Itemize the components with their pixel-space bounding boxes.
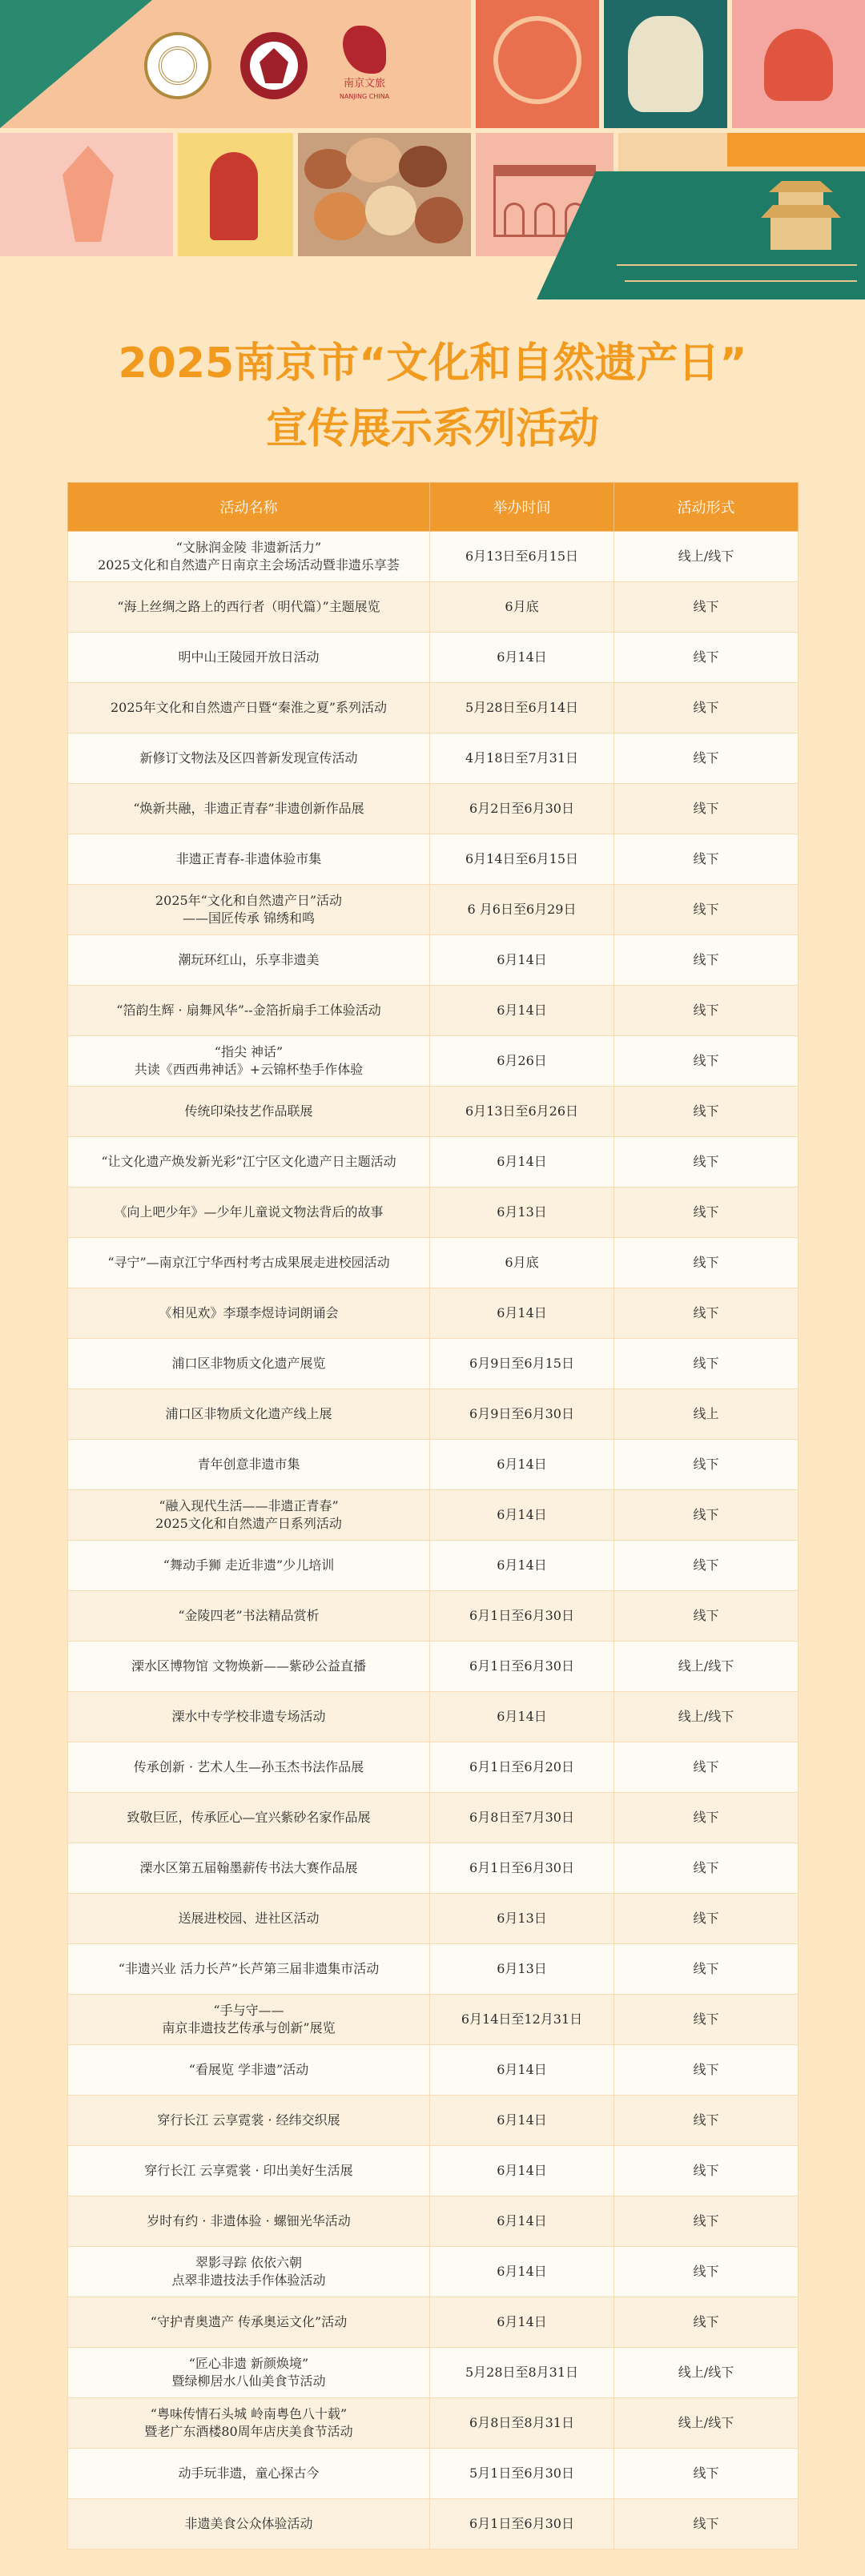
activity-name-cell: 穿行长江 云享霓裳 · 印出美好生活展 (68, 2146, 430, 2196)
date-cell: 6月13日 (430, 1944, 614, 1995)
activity-name-cell: “箔韵生辉 · 扇舞风华”--金箔折扇手工体验活动 (68, 986, 430, 1036)
format-cell: 线上 (614, 1389, 799, 1440)
format-cell: 线下 (614, 1288, 799, 1339)
activity-name-cell: 传统印染技艺作品联展 (68, 1087, 430, 1137)
table-row (68, 1793, 799, 1843)
table-row (68, 2247, 799, 2297)
format-cell: 线下 (614, 1490, 799, 1541)
activity-name-cell: 动手玩非遗，童心探古今 (68, 2449, 430, 2499)
table-row (68, 532, 799, 582)
nanjing-tourism-logo-text: 南京文旅 (343, 78, 385, 90)
activity-table (67, 482, 799, 2550)
date-cell: 6月14日 (430, 1692, 614, 1742)
activity-name-cell: 岁时有约 · 非遗体验 · 螺钿光华活动 (68, 2196, 430, 2247)
format-cell: 线上/线下 (614, 532, 799, 582)
date-cell: 6 月6日至6月29日 (430, 885, 614, 935)
table-row (68, 2297, 799, 2348)
heritage-logo-icon (144, 32, 211, 99)
activity-name-cell: “非遗兴业 活力长芦”长芦第三届非遗集市活动 (68, 1944, 430, 1995)
table-row (68, 733, 799, 784)
date-cell: 6月14日 (430, 2146, 614, 2196)
table-row (68, 1087, 799, 1137)
format-cell: 线下 (614, 1742, 799, 1793)
table-row (68, 1490, 799, 1541)
table-row (68, 1288, 799, 1339)
activity-name-cell: 送展进校园、进社区活动 (68, 1894, 430, 1944)
date-cell: 6月8日至8月31日 (430, 2398, 614, 2449)
format-cell: 线下 (614, 1541, 799, 1591)
date-cell: 6月8日至7月30日 (430, 1793, 614, 1843)
date-cell: 6月14日 (430, 633, 614, 683)
date-cell: 6月14日 (430, 1137, 614, 1188)
table-row (68, 2045, 799, 2096)
activity-name-cell: “文脉润金陵 非遗新活力” 2025文化和自然遗产日南京主会场活动暨非遗乐享荟 (68, 532, 430, 582)
date-cell: 6月1日至6月30日 (430, 1843, 614, 1894)
activity-name-cell: 溧水区博物馆 文物焕新——紫砂公益直播 (68, 1642, 430, 1692)
activity-name-cell: “金陵四老”书法精品赏析 (68, 1591, 430, 1642)
date-cell: 6月底 (430, 1238, 614, 1288)
activity-name-cell: “指尖 神话” 共读《西西弗神话》+云锦杯垫手作体验 (68, 1036, 430, 1087)
table-row (68, 1995, 799, 2045)
date-cell: 6月14日至6月15日 (430, 834, 614, 885)
activity-name-cell: 穿行长江 云享霓裳 · 经纬交织展 (68, 2096, 430, 2146)
table-row (68, 1440, 799, 1490)
date-cell: 6月14日 (430, 2247, 614, 2297)
activity-name-cell: “焕新共融，非遗正青春”非遗创新作品展 (68, 784, 430, 834)
date-cell: 5月1日至6月30日 (430, 2449, 614, 2499)
format-cell: 线下 (614, 1793, 799, 1843)
activity-name-cell: 2025年“文化和自然遗产日”活动 ——国匠传承 锦绣和鸣 (68, 885, 430, 935)
date-cell: 6月14日 (430, 2096, 614, 2146)
date-cell: 6月14日 (430, 935, 614, 986)
activity-name-cell: “融入现代生活——非遗正青春” 2025文化和自然遗产日系列活动 (68, 1490, 430, 1541)
table-row (68, 1238, 799, 1288)
format-cell: 线下 (614, 733, 799, 784)
activity-name-cell: 新修订文物法及区四普新发现宣传活动 (68, 733, 430, 784)
format-cell: 线下 (614, 2449, 799, 2499)
table-header-row (68, 483, 799, 532)
date-cell: 6月14日 (430, 1288, 614, 1339)
activity-name-cell: “看展览 学非遗”活动 (68, 2045, 430, 2096)
lotus-tile (732, 0, 865, 128)
date-cell: 4月18日至7月31日 (430, 733, 614, 784)
format-cell: 线下 (614, 582, 799, 633)
museum-logo-icon (240, 32, 308, 99)
date-cell: 6月1日至6月20日 (430, 1742, 614, 1793)
format-cell: 线下 (614, 683, 799, 733)
title-line-1: 2025南京市“文化和自然遗产日” (118, 340, 747, 388)
table-row (68, 1389, 799, 1440)
format-cell: 线下 (614, 2096, 799, 2146)
date-cell: 6月14日 (430, 2196, 614, 2247)
activity-name-cell: 2025年文化和自然遗产日暨“秦淮之夏”系列活动 (68, 683, 430, 733)
table-row (68, 633, 799, 683)
date-cell: 6月13日至6月15日 (430, 532, 614, 582)
table-row (68, 2499, 799, 2550)
date-cell: 6月底 (430, 582, 614, 633)
nanjing-tourism-logo-subtext: NANJING CHINA (339, 93, 390, 100)
date-cell: 6月13日 (430, 1188, 614, 1238)
date-cell: 6月14日 (430, 986, 614, 1036)
header-banner (0, 0, 865, 304)
date-cell: 6月1日至6月30日 (430, 1591, 614, 1642)
activity-name-cell: 非遗美食公众体验活动 (68, 2499, 430, 2550)
format-cell: 线下 (614, 2146, 799, 2196)
date-cell: 6月13日 (430, 1894, 614, 1944)
format-cell: 线下 (614, 784, 799, 834)
format-cell: 线上/线下 (614, 2398, 799, 2449)
header-activity-name: 活动名称 (68, 483, 430, 532)
wall-line-decoration (617, 264, 857, 266)
date-cell: 6月14日 (430, 1440, 614, 1490)
format-cell: 线下 (614, 1137, 799, 1188)
page-title (0, 335, 865, 458)
date-cell: 6月1日至6月30日 (430, 1642, 614, 1692)
format-cell: 线下 (614, 1843, 799, 1894)
table-row (68, 683, 799, 733)
table-row (68, 1843, 799, 1894)
table-row (68, 935, 799, 986)
date-cell: 6月9日至6月15日 (430, 1339, 614, 1389)
table-row (68, 2096, 799, 2146)
table-row (68, 1188, 799, 1238)
activity-name-cell: 溧水中专学校非遗专场活动 (68, 1692, 430, 1742)
activity-name-cell: “手与守—— 南京非遗技艺传承与创新”展览 (68, 1995, 430, 2045)
table-row (68, 2146, 799, 2196)
activity-name-cell: 《向上吧少年》—少年儿童说文物法背后的故事 (68, 1188, 430, 1238)
city-tower-icon (761, 181, 841, 253)
date-cell: 6月2日至6月30日 (430, 784, 614, 834)
format-cell: 线下 (614, 633, 799, 683)
format-cell: 线下 (614, 1339, 799, 1389)
format-cell: 线下 (614, 1188, 799, 1238)
activity-name-cell: “寻宁”—南京江宁华西村考古成果展走进校园活动 (68, 1238, 430, 1288)
format-cell: 线下 (614, 1036, 799, 1087)
table-row (68, 1894, 799, 1944)
table-row (68, 885, 799, 935)
title-line-2: 宣传展示系列活动 (265, 405, 599, 453)
table-row (68, 1541, 799, 1591)
activity-name-cell: 溧水区第五届翰墨薪传书法大赛作品展 (68, 1843, 430, 1894)
format-cell: 线下 (614, 2196, 799, 2247)
table-row (68, 1742, 799, 1793)
format-cell: 线下 (614, 1440, 799, 1490)
activity-name-cell: 传承创新 · 艺术人生—孙玉杰书法作品展 (68, 1742, 430, 1793)
activity-name-cell: “舞动手狮 走近非遗”少儿培训 (68, 1541, 430, 1591)
kite-tile (0, 133, 173, 256)
date-cell: 6月9日至6月30日 (430, 1389, 614, 1440)
date-cell: 6月14日 (430, 2045, 614, 2096)
rain-flower-stones-tile (298, 133, 471, 256)
format-cell: 线下 (614, 1944, 799, 1995)
table-row (68, 2398, 799, 2449)
orange-accent-bar (727, 133, 865, 167)
format-cell: 线上/线下 (614, 1692, 799, 1742)
format-cell: 线下 (614, 2499, 799, 2550)
table-row (68, 1692, 799, 1742)
activity-name-cell: “海上丝绸之路上的西行者（明代篇）”主题展览 (68, 582, 430, 633)
table-row (68, 2196, 799, 2247)
activity-name-cell: 非遗正青春-非遗体验市集 (68, 834, 430, 885)
activity-name-cell: “守护青奥遗产 传承奥运文化”活动 (68, 2297, 430, 2348)
table-row (68, 2348, 799, 2398)
format-cell: 线下 (614, 885, 799, 935)
date-cell: 5月28日至6月14日 (430, 683, 614, 733)
header-date: 举办时间 (430, 483, 614, 532)
teal-corner-decoration (0, 0, 152, 128)
table-row (68, 986, 799, 1036)
lion-dance-tile (178, 133, 293, 256)
format-cell: 线下 (614, 986, 799, 1036)
nanjing-tourism-mark-icon (343, 26, 386, 74)
date-cell: 5月28日至8月31日 (430, 2348, 614, 2398)
table-row (68, 834, 799, 885)
logo-panel (0, 0, 471, 128)
format-cell: 线下 (614, 1894, 799, 1944)
activity-name-cell: “让文化遗产焕发新光彩”江宁区文化遗产日主题活动 (68, 1137, 430, 1188)
format-cell: 线下 (614, 935, 799, 986)
activity-name-cell: 浦口区非物质文化遗产线上展 (68, 1389, 430, 1440)
table-row (68, 784, 799, 834)
table-row (68, 1591, 799, 1642)
date-cell: 6月14日至12月31日 (430, 1995, 614, 2045)
activity-name-cell: 致敬巨匠，传承匠心—宜兴紫砂名家作品展 (68, 1793, 430, 1843)
activity-name-cell: 潮玩环红山，乐享非遗美 (68, 935, 430, 986)
format-cell: 线下 (614, 2297, 799, 2348)
header-format: 活动形式 (614, 483, 799, 532)
embroidery-tile (604, 0, 727, 128)
format-cell: 线下 (614, 1087, 799, 1137)
table-row (68, 1036, 799, 1087)
date-cell: 6月1日至6月30日 (430, 2499, 614, 2550)
format-cell: 线下 (614, 1591, 799, 1642)
table-row (68, 2449, 799, 2499)
format-cell: 线上/线下 (614, 1642, 799, 1692)
paper-cut-tile (476, 0, 599, 128)
table-row (68, 1137, 799, 1188)
format-cell: 线上/线下 (614, 2348, 799, 2398)
table-row (68, 1944, 799, 1995)
nanjing-tourism-logo (336, 26, 392, 106)
activity-name-cell: 浦口区非物质文化遗产展览 (68, 1339, 430, 1389)
table-row (68, 1339, 799, 1389)
date-cell: 6月26日 (430, 1036, 614, 1087)
activity-name-cell: 翠影寻踪 依依六朝 点翠非遗技法手作体验活动 (68, 2247, 430, 2297)
activity-name-cell: 《相见欢》李璟李煜诗词朗诵会 (68, 1288, 430, 1339)
format-cell: 线下 (614, 834, 799, 885)
activity-name-cell: 青年创意非遗市集 (68, 1440, 430, 1490)
date-cell: 6月14日 (430, 2297, 614, 2348)
date-cell: 6月14日 (430, 1541, 614, 1591)
date-cell: 6月14日 (430, 1490, 614, 1541)
format-cell: 线下 (614, 1238, 799, 1288)
format-cell: 线下 (614, 2045, 799, 2096)
activity-name-cell: “粤味传情石头城 岭南粤色八十载” 暨老广东酒楼80周年店庆美食节活动 (68, 2398, 430, 2449)
table-row (68, 582, 799, 633)
table-row (68, 1642, 799, 1692)
format-cell: 线下 (614, 1995, 799, 2045)
activity-name-cell: “匠心非遗 新颜焕境” 暨绿柳居水八仙美食节活动 (68, 2348, 430, 2398)
wall-line-decoration (625, 280, 857, 282)
format-cell: 线下 (614, 2247, 799, 2297)
date-cell: 6月13日至6月26日 (430, 1087, 614, 1137)
activity-name-cell: 明中山王陵园开放日活动 (68, 633, 430, 683)
